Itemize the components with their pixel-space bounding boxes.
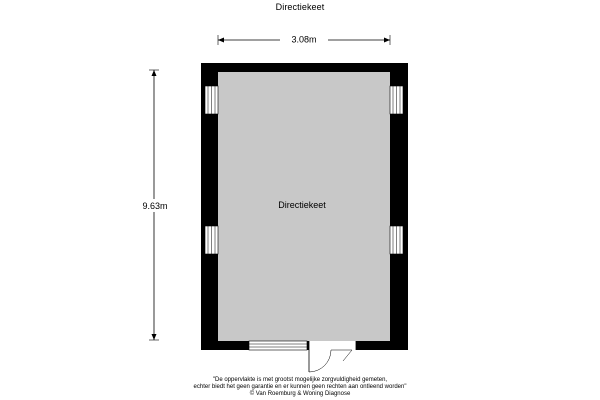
window-left-top xyxy=(205,86,218,114)
width-arrow-left xyxy=(218,38,224,43)
door-swing-arc xyxy=(309,350,331,372)
window-left-bottom xyxy=(205,226,218,254)
room-label: Directiekeet xyxy=(278,200,326,210)
window-bottom xyxy=(249,341,307,350)
disclaimer xyxy=(0,377,600,398)
width-dimension xyxy=(218,33,390,45)
window-right-bottom xyxy=(390,226,403,254)
door-swing-tail xyxy=(343,350,352,361)
length-arrow-bottom xyxy=(152,334,157,340)
width-arrow-right xyxy=(384,38,390,43)
plan-title: Directiekeet xyxy=(275,2,325,12)
disclaimer-line-3: © Van Roemburg & Woning Diagnose xyxy=(249,391,351,397)
disclaimer-line-2: echter biedt het geen garantie en er kunnen geen rechten aan ontleend worden" xyxy=(193,384,407,390)
door xyxy=(309,341,356,372)
door-opening xyxy=(309,341,356,350)
width-label: 3.08m xyxy=(291,34,317,45)
length-label: 9.63m xyxy=(142,201,168,211)
length-arrow-top xyxy=(152,70,157,76)
disclaimer-line-1: "De oppervlakte is met grootst mogelijke zorgvuldigheid gemeten, xyxy=(212,377,388,383)
window-right-top xyxy=(390,86,403,114)
length-dimension xyxy=(134,70,176,340)
